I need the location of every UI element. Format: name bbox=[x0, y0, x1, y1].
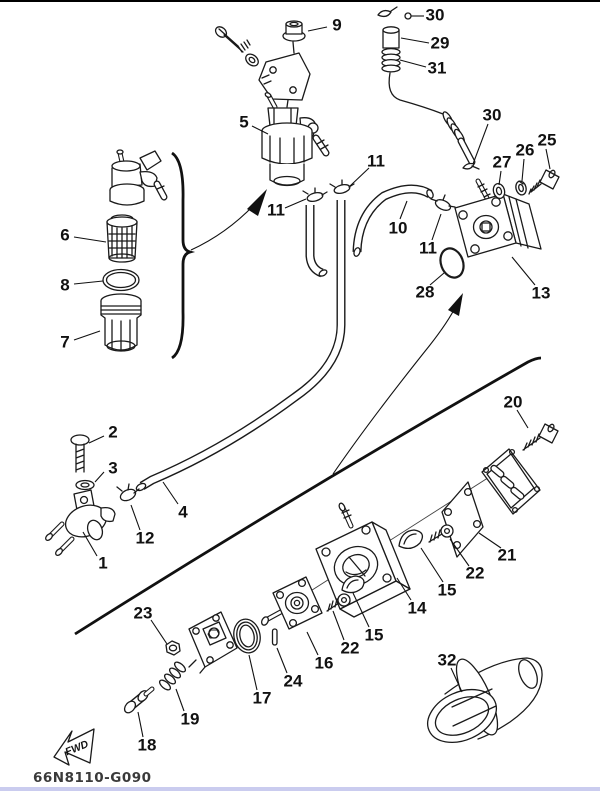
callout-label: 22 bbox=[340, 638, 360, 658]
pin-24-drawing bbox=[273, 629, 278, 645]
callout-label: 8 bbox=[60, 275, 70, 295]
callout-label: 11 bbox=[419, 238, 437, 258]
callout-label: 30 bbox=[425, 5, 445, 25]
callout-leader bbox=[74, 237, 106, 242]
callout-label: 32 bbox=[437, 650, 457, 670]
washer-3-drawing bbox=[76, 481, 94, 490]
reed-valve-block-drawing bbox=[482, 449, 540, 514]
callout-label: 16 bbox=[314, 653, 334, 673]
callout-label: 9 bbox=[332, 15, 342, 35]
callout-leader bbox=[95, 472, 104, 482]
diagram-code: 66N8110-G090 bbox=[33, 770, 152, 786]
callout-leader bbox=[307, 632, 318, 655]
bottom-accent-bar bbox=[0, 787, 600, 791]
bracket-bolt-drawing bbox=[214, 25, 261, 69]
fuel-cock-1-drawing bbox=[44, 490, 115, 557]
hose-clamp-11-mid-drawing bbox=[330, 180, 354, 195]
filter-outlet-tube-drawing bbox=[310, 205, 328, 277]
hose-clamp-11-right-drawing bbox=[431, 195, 455, 212]
callout-label: 23 bbox=[133, 603, 153, 623]
callout-leader bbox=[401, 38, 429, 43]
callout-leader bbox=[249, 655, 257, 690]
hose-clamp-11-left-drawing bbox=[303, 188, 327, 203]
callout-label: 6 bbox=[60, 225, 70, 245]
callout-leader bbox=[499, 171, 501, 185]
callout-label: 27 bbox=[492, 152, 512, 172]
callout-label: 17 bbox=[252, 688, 272, 708]
valve-18-drawing bbox=[122, 689, 152, 715]
callout-label: 20 bbox=[503, 392, 523, 412]
hose-clamp-12-drawing bbox=[117, 484, 139, 503]
fuel-filter-5-drawing bbox=[262, 92, 328, 186]
cap-29-drawing bbox=[383, 27, 399, 48]
callout-label: 25 bbox=[537, 130, 557, 150]
nut-23-drawing bbox=[166, 641, 180, 655]
filter-element-6-drawing bbox=[107, 215, 137, 262]
callout-label: 18 bbox=[137, 735, 157, 755]
callout-label: 11 bbox=[267, 200, 285, 220]
callout-leader bbox=[163, 482, 178, 504]
spring-31-drawing bbox=[382, 49, 400, 72]
throttle-cable-drawing bbox=[389, 73, 479, 169]
fuel-joint-assembly-drawing bbox=[110, 150, 164, 205]
bearing-housing-16-drawing bbox=[260, 577, 322, 629]
bolt-25-drawing bbox=[529, 169, 559, 194]
callout-label: 13 bbox=[531, 283, 551, 303]
callout-leader bbox=[89, 436, 104, 443]
callout-label: 10 bbox=[388, 218, 408, 238]
callout-leader bbox=[522, 159, 524, 181]
callout-leader bbox=[350, 168, 369, 186]
callout-label: 21 bbox=[497, 545, 517, 565]
callout-leader bbox=[432, 214, 441, 240]
callout-label: 28 bbox=[415, 282, 435, 302]
callout-label: 4 bbox=[178, 502, 188, 522]
callout-label: 11 bbox=[367, 151, 385, 171]
clip-30-top-drawing bbox=[378, 7, 411, 19]
callout-label: 31 bbox=[427, 58, 447, 78]
callout-label: 1 bbox=[98, 553, 108, 573]
callout-label: 2 bbox=[108, 422, 118, 442]
filter-cup-7-drawing bbox=[101, 294, 141, 351]
callout-leader bbox=[517, 410, 528, 428]
callout-leader bbox=[74, 331, 100, 340]
callout-label: 14 bbox=[407, 598, 427, 618]
callout-label: 7 bbox=[60, 332, 70, 352]
gasket-21-drawing bbox=[442, 482, 483, 557]
callout-label: 15 bbox=[437, 580, 457, 600]
callout-leader bbox=[131, 505, 140, 530]
group-brace bbox=[172, 153, 190, 358]
callout-leader bbox=[421, 548, 443, 582]
callout-leader bbox=[308, 27, 327, 31]
pump-body-drawing bbox=[189, 612, 237, 673]
screw-22-upper-drawing bbox=[429, 525, 453, 542]
fwd-label: FWD bbox=[63, 738, 91, 759]
callout-label: 24 bbox=[283, 671, 303, 691]
spring-washer-26-drawing bbox=[514, 180, 527, 196]
callout-label: 29 bbox=[430, 33, 450, 53]
callout-label: 22 bbox=[465, 563, 485, 583]
callout-label: 26 bbox=[515, 140, 535, 160]
callout-leader bbox=[151, 620, 167, 644]
callout-leader bbox=[400, 60, 426, 67]
callout-label: 19 bbox=[180, 709, 200, 729]
fwd-arrow bbox=[54, 729, 94, 765]
bolt-2-drawing bbox=[71, 435, 89, 472]
bolt-20-drawing bbox=[523, 423, 558, 450]
fuel-pump-13-drawing bbox=[455, 194, 541, 257]
o-ring-8-drawing bbox=[103, 270, 139, 291]
reference-arrow-right bbox=[333, 293, 463, 474]
callout-leader bbox=[285, 199, 306, 208]
callout-leader bbox=[176, 689, 184, 711]
callout-leader bbox=[277, 648, 287, 673]
top-border-bar bbox=[0, 0, 600, 2]
callout-leader bbox=[473, 124, 488, 164]
callout-label: 15 bbox=[364, 625, 384, 645]
callout-leader bbox=[74, 281, 103, 284]
callout-leader bbox=[512, 257, 535, 285]
callout-leader bbox=[333, 611, 344, 640]
callout-leader bbox=[546, 149, 550, 169]
nut-9-drawing bbox=[283, 21, 305, 41]
callout-leader bbox=[138, 712, 143, 737]
callout-label: 30 bbox=[482, 105, 502, 125]
spring-19-drawing bbox=[158, 660, 187, 691]
callout-label: 5 bbox=[239, 112, 249, 132]
carburetor-14-drawing bbox=[316, 502, 410, 617]
callout-label: 12 bbox=[135, 528, 155, 548]
callout-label: 3 bbox=[108, 458, 118, 478]
reference-arrow-left bbox=[191, 189, 267, 250]
callout-leader bbox=[400, 201, 407, 219]
